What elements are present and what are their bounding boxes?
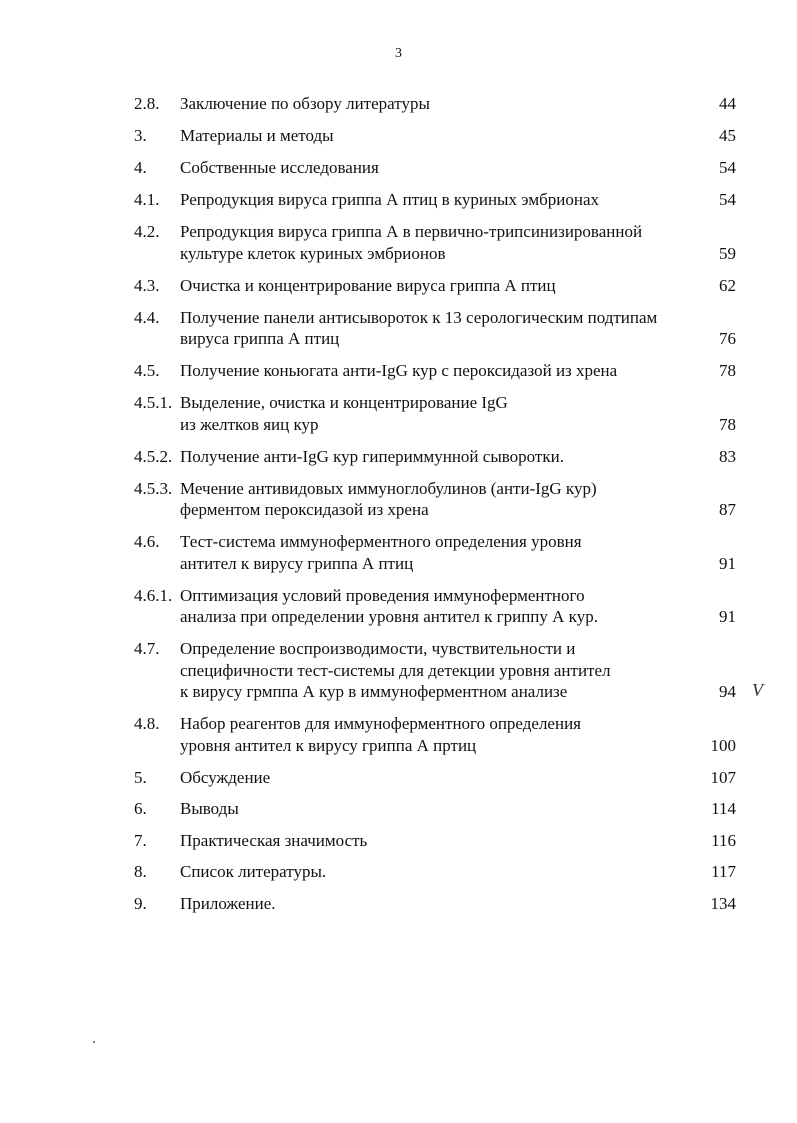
- toc-entry-number: 8.: [134, 862, 147, 881]
- toc-entry-title-line: Список литературы.: [180, 862, 327, 881]
- toc-entry-title-line: Получение панели антисывороток к 13 серологическим подтипам: [180, 307, 658, 327]
- toc-entry-title-line: Выводы: [180, 799, 239, 818]
- toc-entry-title-line: ферментом пероксидазой из хрена: [180, 500, 429, 519]
- toc-entry-number: 4.1.: [134, 190, 160, 209]
- toc-entry-page: 134: [710, 893, 736, 913]
- toc-entry-title-line: из желтков яиц кур: [180, 414, 319, 434]
- toc-entry-title-line: Обсуждение: [180, 767, 271, 787]
- toc-entry-number: 4.5.: [134, 361, 160, 380]
- toc-entry-number: 4.2.: [134, 222, 160, 241]
- toc-entry-title-line: Получение анти-IgG кур гипериммунной сыворотки.: [180, 446, 564, 466]
- toc-entry-title: [180, 893, 676, 915]
- toc-entry: [134, 798, 736, 820]
- toc-entry-title: [180, 767, 676, 789]
- toc-entry-title: [180, 861, 676, 883]
- toc-entry-page: 87: [719, 500, 736, 519]
- toc-entry-number: 7.: [134, 830, 147, 850]
- toc-entry-title: [180, 446, 676, 468]
- toc-entry-title-line: Заключение по обзору литературы: [180, 94, 430, 113]
- toc-entry-title-line: Репродукция вируса гриппа А птиц в куриных эмбрионах: [180, 190, 600, 209]
- toc-entry-title-line: Материалы и методы: [180, 126, 334, 145]
- toc-entry-title-line: специфичности тест-системы для детекции уровня антител: [180, 660, 611, 680]
- toc-entry-number: 4.3.: [134, 275, 160, 295]
- toc-entry: [134, 638, 736, 703]
- page-number: 3: [395, 46, 402, 61]
- toc-entry-title: [180, 830, 676, 852]
- toc-entry-page: 114: [711, 799, 736, 818]
- toc-entry-title-line: Приложение.: [180, 893, 276, 913]
- toc-entry-number: 4.7.: [134, 639, 160, 658]
- toc-entry-title: [180, 125, 676, 147]
- toc-entry-title: [180, 638, 676, 703]
- toc-entry-page: 54: [719, 190, 736, 209]
- toc-entry-title-line: Собственные исследования: [180, 158, 379, 177]
- toc-entry-page: 116: [711, 830, 736, 850]
- handwritten-check-mark: V: [752, 680, 763, 700]
- toc-entry-number: 4.4.: [134, 307, 160, 327]
- toc-entry-number: 4.6.1.: [134, 585, 173, 605]
- toc-entry-page: 94: [719, 682, 736, 701]
- toc-entry-title-line: Мечение антивидовых иммуноглобулинов (анти-IgG кур): [180, 478, 597, 498]
- toc-entry-title-line: Набор реагентов для иммуноферментного определения: [180, 714, 581, 733]
- toc-entry-title: [180, 798, 676, 820]
- toc-entry: [134, 830, 736, 852]
- toc-entry-title-line: анализа при определении уровня антител к гриппу А кур.: [180, 607, 598, 626]
- toc-entry-title-line: Практическая значимость: [180, 830, 368, 850]
- toc-entry-title: [180, 93, 676, 115]
- toc-entry-title-line: Определение воспроизводимости, чувствительности и: [180, 639, 576, 658]
- toc-entry: [134, 713, 736, 756]
- toc-entry-title-line: Репродукция вируса гриппа А в первично-трипсинизированной: [180, 222, 643, 241]
- toc-entry-title: [180, 189, 676, 211]
- toc-entry-title: [180, 157, 676, 179]
- toc-entry-number: 4.5.1.: [134, 393, 173, 412]
- toc-entry-number: 5.: [134, 767, 147, 787]
- toc-entry-number: 4.5.3.: [134, 478, 173, 498]
- toc-entry-title: [180, 307, 676, 350]
- toc-entry: [134, 275, 736, 297]
- toc-entry: [134, 157, 736, 179]
- toc-entry-page: 59: [719, 243, 736, 263]
- table-of-contents: [134, 93, 736, 914]
- toc-entry-number: 3.: [134, 126, 147, 145]
- toc-entry-page: 45: [719, 126, 736, 145]
- toc-entry-page: 62: [719, 275, 736, 295]
- toc-entry-number: 9.: [134, 893, 147, 913]
- toc-entry-title: [180, 478, 676, 521]
- toc-entry: [134, 767, 736, 789]
- toc-entry-page: 91: [719, 607, 736, 626]
- toc-entry-page: 54: [719, 158, 736, 177]
- toc-entry-number: 4.6.: [134, 532, 160, 551]
- toc-entry: [134, 360, 736, 382]
- toc-entry-title: [180, 713, 676, 756]
- toc-entry-page: 78: [719, 414, 736, 434]
- toc-entry: [134, 189, 736, 211]
- toc-entry: [134, 392, 736, 435]
- toc-entry-title: [180, 585, 676, 628]
- toc-entry-page: 44: [719, 94, 736, 113]
- toc-entry: [134, 125, 736, 147]
- toc-entry-title: [180, 360, 676, 382]
- toc-entry: [134, 861, 736, 883]
- toc-entry: [134, 585, 736, 628]
- toc-entry-number: 4.8.: [134, 714, 160, 733]
- toc-entry-title-line: Получение коньюгата анти-IgG кур с пероксидазой из хрена: [180, 361, 618, 380]
- toc-entry-number: 4.: [134, 158, 147, 177]
- toc-entry-page: 83: [719, 446, 736, 466]
- toc-entry: [134, 531, 736, 574]
- toc-entry-title-line: уровня антител к вирусу гриппа А пртиц: [180, 735, 477, 755]
- toc-entry-page: 100: [710, 735, 736, 755]
- toc-entry-title: [180, 392, 676, 435]
- toc-entry-title: [180, 531, 676, 574]
- toc-entry-title: [180, 275, 676, 297]
- toc-entry-title-line: Оптимизация условий проведения иммуноферментного: [180, 585, 585, 605]
- toc-entry-number: 4.5.2.: [134, 446, 173, 466]
- toc-entry-number: 6.: [134, 799, 147, 818]
- toc-entry: [134, 478, 736, 521]
- toc-entry: [134, 221, 736, 264]
- toc-entry: [134, 893, 736, 915]
- toc-entry-title: [180, 221, 676, 264]
- toc-entry-page: 91: [719, 553, 736, 573]
- toc-entry-page: 117: [711, 862, 736, 881]
- toc-entry-page: 78: [719, 361, 736, 380]
- toc-entry-page: 76: [719, 329, 736, 348]
- toc-entry-title-line: к вирусу грмппа А кур в иммуноферментном анализе: [180, 682, 568, 701]
- toc-entry-title-line: культуре клеток куриных эмбрионов: [180, 243, 446, 263]
- toc-entry: [134, 307, 736, 350]
- toc-entry-page: 107: [710, 767, 736, 787]
- toc-entry-title-line: Выделение, очистка и концентрирование IgG: [180, 393, 508, 412]
- stray-mark: [93, 1041, 95, 1043]
- toc-entry: [134, 93, 736, 115]
- toc-entry: [134, 446, 736, 468]
- toc-entry-title-line: Очистка и концентрирование вируса гриппа А птиц: [180, 275, 556, 295]
- toc-entry-title-line: Тест-система иммуноферментного определения уровня: [180, 532, 582, 551]
- toc-entry-title-line: антител к вирусу гриппа А птиц: [180, 553, 414, 573]
- toc-entry-number: 2.8.: [134, 94, 160, 113]
- toc-entry-title-line: вируса гриппа А птиц: [180, 329, 340, 348]
